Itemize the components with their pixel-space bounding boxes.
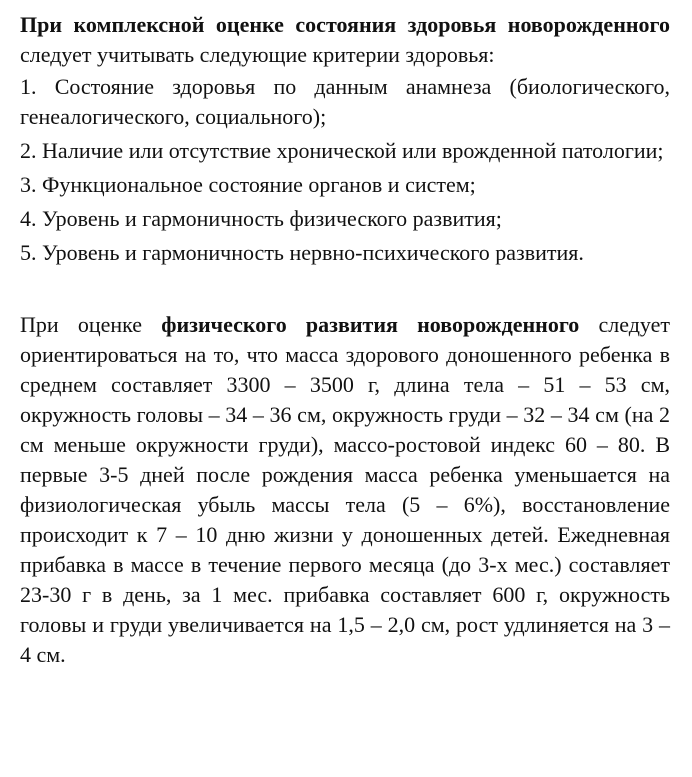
document-page [20, 10, 670, 670]
criteria-item-5: 5. Уровень и гармоничность нервно-психического развития. [20, 240, 584, 265]
criteria-item-4: 4. Уровень и гармоничность физического развития; [20, 206, 502, 231]
criteria-item-3: 3. Функциональное состояние органов и систем; [20, 172, 476, 197]
paragraph-lead-text: При оценке [20, 312, 162, 337]
physical-development-paragraph [20, 310, 670, 670]
criteria-list [20, 72, 670, 268]
intro-bold-text: При комплексной оценке состояния здоровья новорожденного [20, 12, 670, 37]
paragraph-bold-text: физического развития новорожденного [161, 312, 580, 337]
health-criteria-intro [20, 10, 670, 70]
paragraph-body-text: следует ориентироваться на то, что масса здорового доношенного ребенка в среднем составляет 3300 – 3500 г, длина тела – 51 – 53 см, окружность головы – 34 – 36 см, окружность груди – 32 – 34 см (на 2 см меньше окружности груди), массо-ростовой индекс 60 – 80. В первые 3-5 дней после рождения масса ребенка уменьшается на физиологическая убыль массы тела (5 – 6%), восстановление происходит к 7 – 10 дню жизни у доношенных детей. Ежедневная прибавка в массе в течение первого месяца (до 3-х мес.) составляет 23-30 г в день, за 1 мес. прибавка составляет 600 г, окружность головы и груди увеличивается на 1,5 – 2,0 см, рост удлиняется на 3 – 4 см. [20, 312, 671, 667]
criteria-item-1: 1. Состояние здоровья по данным анамнеза (биологического, генеалогического, социального); [20, 74, 670, 129]
paragraph-spacer [20, 272, 670, 310]
intro-text: следует учитывать следующие критерии здоровья: [20, 42, 495, 67]
criteria-item-2: 2. Наличие или отсутствие хронической или врожденной патологии; [20, 138, 664, 163]
